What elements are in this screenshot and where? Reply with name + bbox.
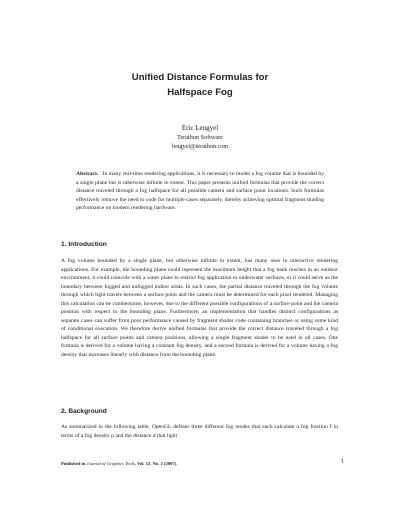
- abstract: [76, 170, 324, 213]
- footer-published-in: Published in: [61, 461, 86, 466]
- abstract-label: Abstract.: [76, 171, 99, 177]
- author-block: [0, 124, 400, 151]
- section-text-introduction: A fog volume bounded by a single plane, but otherwise infinite in extent, has many uses in interactive rendering applications. For example, the bounding plane could represent the maximum height that a fog bank reaches in an outdoor environment, it could coincide with a water plane to restrict fog application to underwater surfaces, or it could serve as the boundary between fogged and unfogged indoor areas. In such cases, the partial distance traveled through the fog volume through which light travels between a surface point and the camera must be determined for each pixel rendered. Managing this calculation can be cumbersome, however, due to the different possible configurations of a surface point and the camera position with respect to the bounding plane. Furthermore, an implementation that handles distinct configurations as separate cases can suffer from poor performance caused by fragment shader code containing branches or using some kind of conditional execution. We therefore derive unified formulas that provide the correct distance traveled through a fog halfspace for all surface points and camera positions, allowing a single fragment shader to be used in all cases. One formula is derived for a volume having a constant fog density, and a second formula is derived for a volume having a fog density that increases linearly with distance from the bounding plane.: [61, 258, 338, 359]
- author-name: Eric Lengyel: [181, 124, 219, 132]
- section-heading-background: 2. Background: [61, 408, 107, 415]
- footer-volume-info: , Vol. 12, No. 2 (2007).: [134, 461, 178, 466]
- section-heading-introduction: 1. Introduction: [61, 241, 107, 248]
- paper-title-line-1: Unified Distance Formulas for: [131, 72, 269, 83]
- footer-journal-name: Journal of Graphics Tools: [86, 461, 135, 466]
- paper-title: [0, 70, 400, 100]
- page-number: 1: [340, 458, 344, 465]
- section-text-background: As summarized in the following table, OpenGL defines three different fog modes that each calculate a fog fraction f in terms of a fog density ρ and the distance d that light: [61, 424, 338, 439]
- publication-footer: [61, 461, 177, 466]
- author-email: lengyel@terathon.com: [171, 143, 229, 150]
- paper-title-line-2: Halfspace Fog: [167, 87, 233, 98]
- abstract-text: In many real-time rendering applications, it is necessary to model a fog volume that is bounded by a single plane but is otherwise infinite in extent. This paper presents unified formulas that provide the correct distance traveled through a fog halfspace for all possible camera and surface point locations. Such formulas effectively remove the need to code for multiple cases separately, thereby achieving optimal fragment shading performance on modern rendering hardware.: [76, 171, 324, 212]
- author-affiliation: Terathon Software: [177, 134, 223, 141]
